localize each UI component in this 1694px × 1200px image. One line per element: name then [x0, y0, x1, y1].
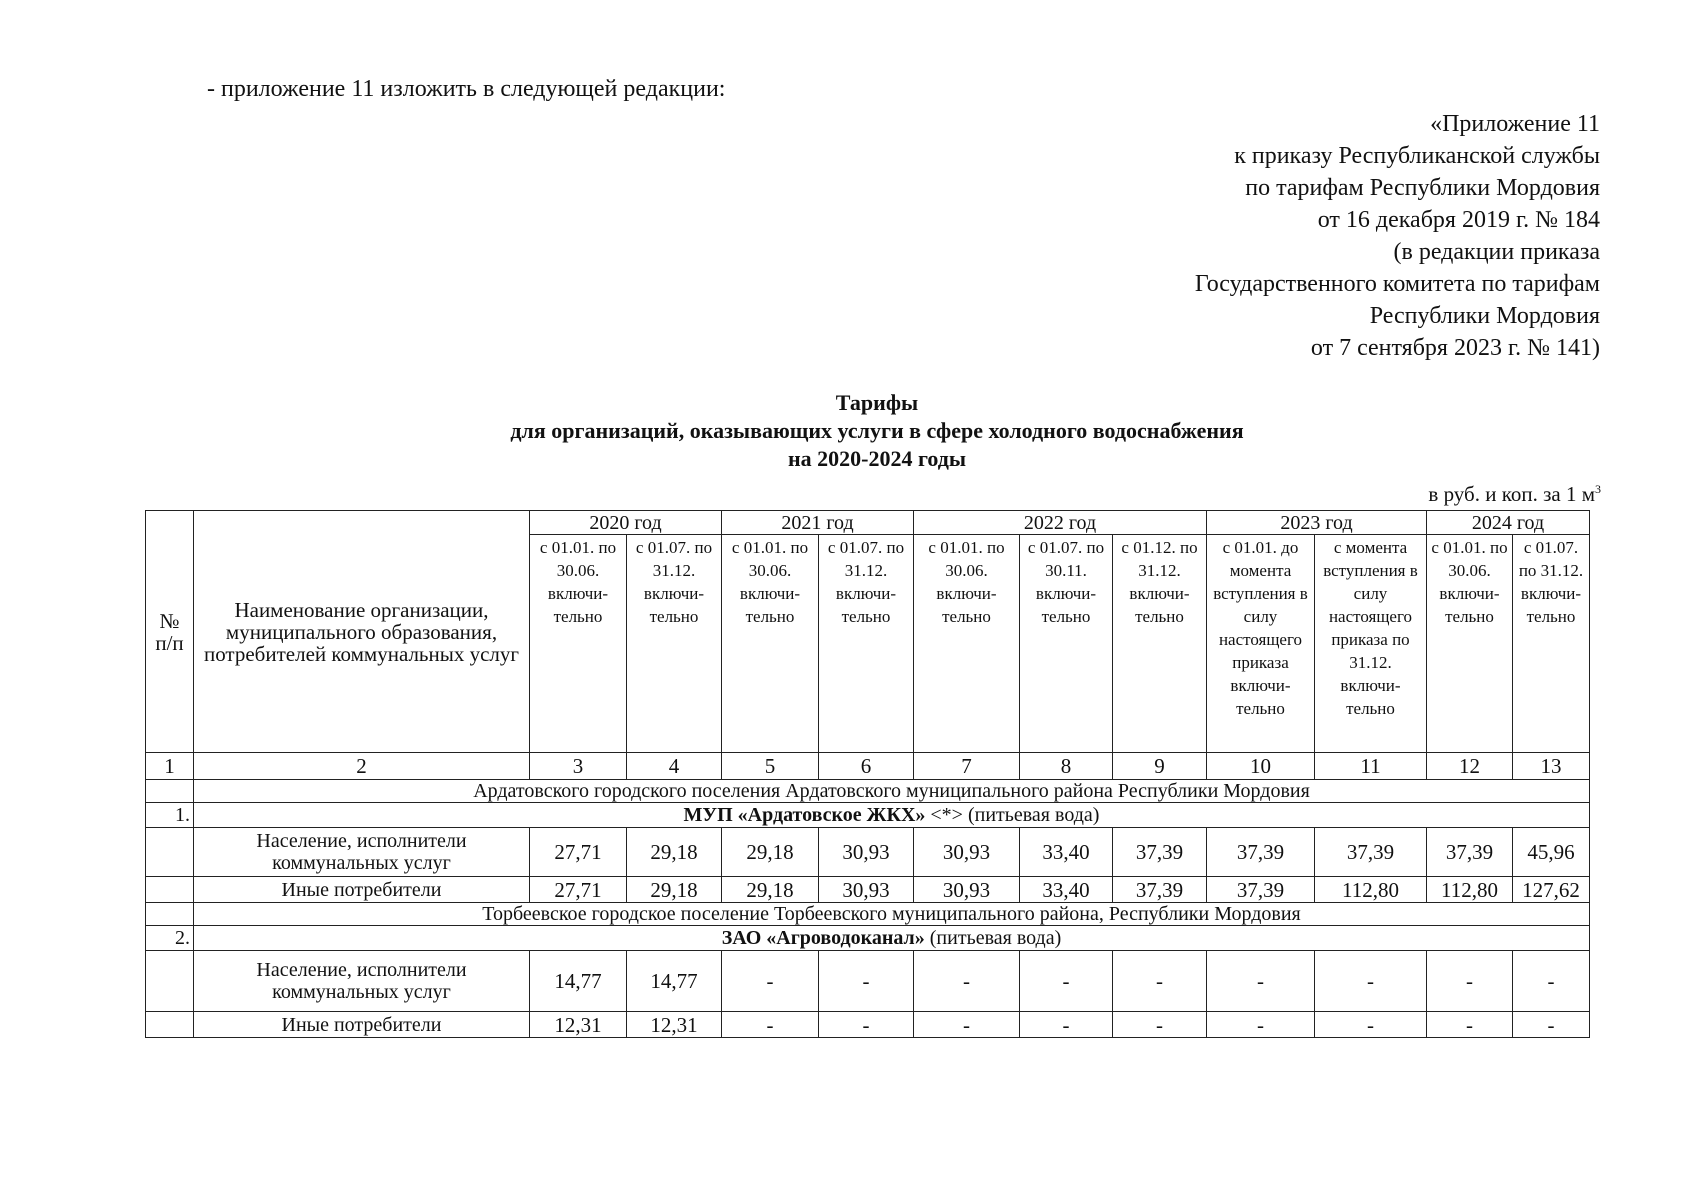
tariff-value: 29,18: [627, 877, 722, 903]
row-index: 2.: [146, 926, 194, 951]
tariff-value: 14,77: [530, 951, 627, 1012]
consumer-label: Иные потребители: [194, 1012, 530, 1038]
header-period: с 01.07. по 30.11. включи-тельно: [1020, 535, 1113, 753]
tariffs-table: [145, 510, 1590, 1038]
tariff-value: -: [1207, 951, 1315, 1012]
header-period: с 01.07. по 31.12. включи-тельно: [627, 535, 722, 753]
tariff-value: 37,39: [1113, 877, 1207, 903]
column-number: 12: [1427, 753, 1513, 780]
row-index: 1.: [146, 803, 194, 828]
appendix-line: Государственного комитета по тарифам: [1194, 271, 1600, 297]
unit-note: [1428, 482, 1601, 507]
organization-name: МУП «Ардатовское ЖКХ»: [683, 804, 926, 826]
column-number: 8: [1020, 753, 1113, 780]
header-period: с 01.07. по 31.12. включи-тельно: [1513, 535, 1590, 753]
column-number: 13: [1513, 753, 1590, 780]
tariff-value: 37,39: [1207, 877, 1315, 903]
header-year: 2024 год: [1427, 511, 1590, 535]
tariff-value: 30,93: [819, 877, 914, 903]
appendix-line: «Приложение 11: [1430, 111, 1600, 137]
consumer-label: Население, исполнители коммунальных услуг: [194, 951, 530, 1012]
tariff-value: -: [1513, 1012, 1590, 1038]
tariff-value: -: [1020, 1012, 1113, 1038]
tariff-value: -: [819, 1012, 914, 1038]
column-number: 1: [146, 753, 194, 780]
tariff-value: -: [819, 951, 914, 1012]
unit-sup: 3: [1595, 482, 1601, 496]
tariff-value: 12,31: [530, 1012, 627, 1038]
table-row: [146, 877, 1590, 903]
organization-suffix: (питьевая вода): [924, 927, 1062, 949]
header-year: 2021 год: [722, 511, 914, 535]
settlement-row: [146, 903, 1590, 926]
column-number: 2: [194, 753, 530, 780]
appendix-line: от 16 декабря 2019 г. № 184: [1317, 207, 1600, 233]
tariff-value: 37,39: [1113, 828, 1207, 877]
organization-name: ЗАО «Агроводоканал»: [721, 927, 925, 949]
table-row: [146, 828, 1590, 877]
appendix-line: (в редакции приказа: [1393, 239, 1600, 265]
tariff-value: -: [1315, 1012, 1427, 1038]
organization-cell: [194, 803, 1590, 828]
appendix-header: [1195, 108, 1600, 364]
header-number: № п/п: [146, 511, 194, 753]
tariff-value: 27,71: [530, 828, 627, 877]
column-number: 9: [1113, 753, 1207, 780]
tariff-value: 30,93: [914, 828, 1020, 877]
tariff-value: -: [1513, 951, 1590, 1012]
column-number: 4: [627, 753, 722, 780]
settlement-row: [146, 780, 1590, 803]
tariff-value: 37,39: [1427, 828, 1513, 877]
appendix-line: Республики Мордовия: [1369, 303, 1600, 329]
tariff-value: 45,96: [1513, 828, 1590, 877]
tariff-value: 127,62: [1513, 877, 1590, 903]
table-row: [146, 1012, 1590, 1038]
column-number: 10: [1207, 753, 1315, 780]
header-period: с 01.01. по 30.06. включи-тельно: [530, 535, 627, 753]
tariff-value: 33,40: [1020, 877, 1113, 903]
tariff-value: -: [914, 1012, 1020, 1038]
title-line-3: на 2020-2024 годы: [787, 446, 967, 471]
header-period: с 01.01. по 30.06. включи-тельно: [914, 535, 1020, 753]
tariff-value: 112,80: [1315, 877, 1427, 903]
consumer-label: Население, исполнители коммунальных услуг: [194, 828, 530, 877]
tariff-value: 29,18: [627, 828, 722, 877]
organization-row: [146, 803, 1590, 828]
tariff-value: -: [1315, 951, 1427, 1012]
header-year: 2022 год: [914, 511, 1207, 535]
tariff-value: 12,31: [627, 1012, 722, 1038]
appendix-line: по тарифам Республики Мордовия: [1245, 175, 1600, 201]
settlement-name: Торбеевское городское поселение Торбеевского муниципального района, Республики Мордовия: [194, 903, 1590, 926]
column-number: 6: [819, 753, 914, 780]
header-year: 2020 год: [530, 511, 722, 535]
header-period: с 01.01. до момента вступления в силу настоящего приказа включи-тельно: [1207, 535, 1315, 753]
tariff-value: -: [1427, 1012, 1513, 1038]
header-period: с 01.01. по 30.06. включи-тельно: [722, 535, 819, 753]
organization-cell: [194, 926, 1590, 951]
tariff-value: -: [1113, 951, 1207, 1012]
tariff-value: -: [1113, 1012, 1207, 1038]
tariff-value: 14,77: [627, 951, 722, 1012]
tariff-value: 112,80: [1427, 877, 1513, 903]
tariff-value: 29,18: [722, 877, 819, 903]
table-row: [146, 951, 1590, 1012]
title-line-2: для организаций, оказывающих услуги в сфере холодного водоснабжения: [510, 418, 1244, 443]
appendix-line: от 7 сентября 2023 г. № 141): [1310, 335, 1600, 361]
organization-suffix: <*> (питьевая вода): [925, 804, 1100, 826]
column-number: 5: [722, 753, 819, 780]
tariff-value: -: [1020, 951, 1113, 1012]
tariff-value: 27,71: [530, 877, 627, 903]
header-period: с 01.07. по 31.12. включи-тельно: [819, 535, 914, 753]
document-title: [0, 389, 1694, 473]
header-period: с 01.12. по 31.12. включи-тельно: [1113, 535, 1207, 753]
tariff-value: -: [914, 951, 1020, 1012]
tariff-value: -: [1427, 951, 1513, 1012]
tariff-value: 29,18: [722, 828, 819, 877]
tariff-value: 33,40: [1020, 828, 1113, 877]
header-year: 2023 год: [1207, 511, 1427, 535]
settlement-name: Ардатовского городского поселения Ардатовского муниципального района Республики Мордовия: [194, 780, 1590, 803]
organization-row: [146, 926, 1590, 951]
column-number: 7: [914, 753, 1020, 780]
tariff-value: -: [1207, 1012, 1315, 1038]
header-name: Наименование организации, муниципального образования, потребителей коммунальных услуг: [194, 511, 530, 753]
title-line-1: Тарифы: [835, 390, 919, 415]
header-period: с 01.01. по 30.06. включи-тельно: [1427, 535, 1513, 753]
appendix-line: к приказу Республиканской службы: [1234, 143, 1600, 169]
unit-text: в руб. и коп. за 1 м: [1428, 482, 1595, 506]
tariff-value: -: [722, 1012, 819, 1038]
tariff-value: 30,93: [819, 828, 914, 877]
intro-line: - приложение 11 изложить в следующей редакции:: [207, 76, 726, 102]
tariff-value: 37,39: [1207, 828, 1315, 877]
header-period: с момента вступления в силу настоящего приказа по 31.12. включи-тельно: [1315, 535, 1427, 753]
tariff-value: 30,93: [914, 877, 1020, 903]
consumer-label: Иные потребители: [194, 877, 530, 903]
column-number: 11: [1315, 753, 1427, 780]
tariff-value: 37,39: [1315, 828, 1427, 877]
tariff-value: -: [722, 951, 819, 1012]
column-number: 3: [530, 753, 627, 780]
